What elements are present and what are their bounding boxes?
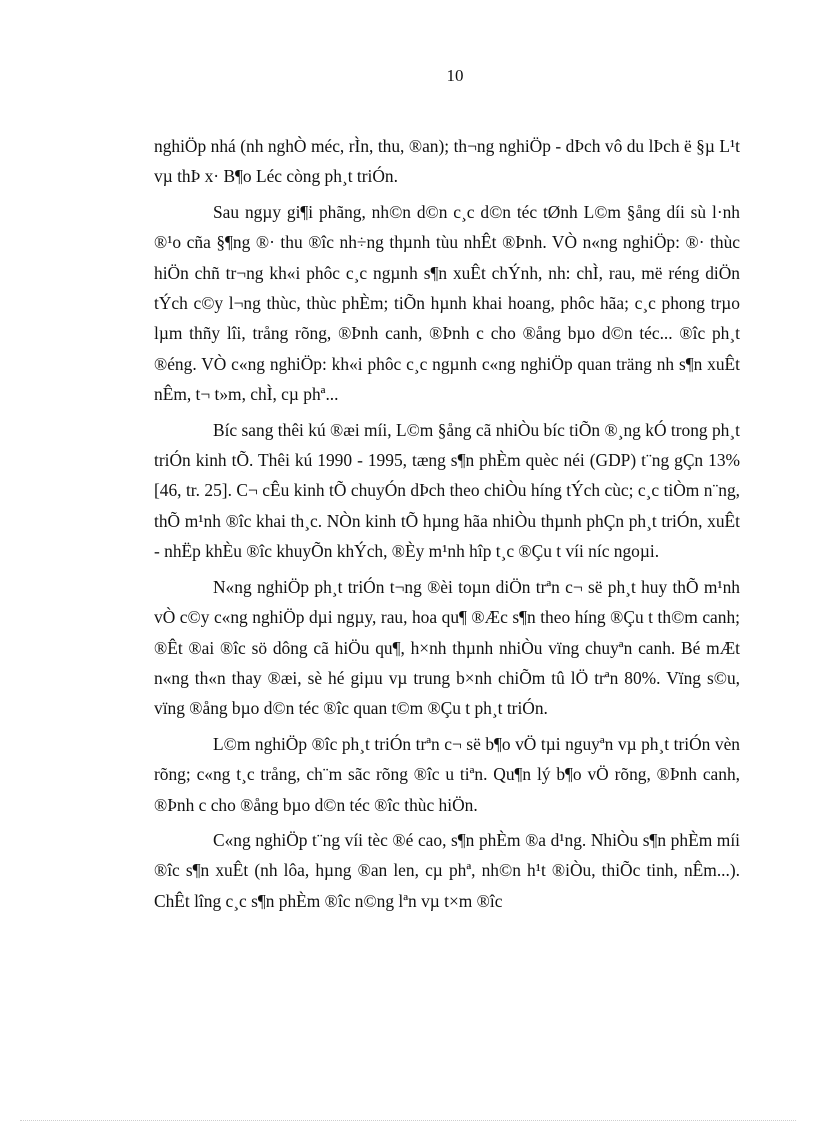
document-body xyxy=(154,131,740,921)
paragraph: L©m nghiÖp ®îc ph¸t triÓn trªn c¬ së b¶o vÖ tµi nguyªn vµ ph¸t triÓn vèn rõng; c«ng t¸c trång, ch¨m sãc rõng ®îc u tiªn. Qu¶n lý b¶o vÖ rõng, ®Þnh canh, ®Þnh c cho ®ång bµo d©n téc ®îc thùc hiÖn. xyxy=(154,733,740,815)
page-bottom-divider xyxy=(20,1120,796,1121)
page-number: 10 xyxy=(446,66,464,85)
paragraph: Bíc sang thêi kú ®æi míi, L©m §ång cã nhiÒu bíc tiÕn ®¸ng kÓ trong ph¸t triÓn kinh tÕ. Thêi kú 1990 - 1995, tæng s¶n phÈm quèc néi (GDP) t¨ng gÇn 13% [46, tr. 25]. C¬ cÊu kinh tÕ chuyÓn dÞch theo chiÒu híng tÝch cùc; c¸c tiÒm n¨ng, thÕ m¹nh ®îc khai th¸c. NÒn kinh tÕ hµng hãa nhiÒu thµnh phÇn ph¸t triÓn, xuÊt - nhËp khÈu ®îc khuyÕn khÝch, ®Èy m¹nh hîp t¸c ®Çu t víi níc ngoµi. xyxy=(154,419,740,562)
paragraph: C«ng nghiÖp t¨ng víi tèc ®é cao, s¶n phÈm ®a d¹ng. NhiÒu s¶n phÈm míi ®îc s¶n xuÊt (nh lôa, hµng ®an len, cµ phª, nh©n h¹t ®iÒu, thiÕc tinh, nÊm...). ChÊt lîng c¸c s¶n phÈm ®îc n©ng lªn vµ t×m ®îc xyxy=(154,829,740,911)
paragraph: Sau ngµy gi¶i phãng, nh©n d©n c¸c d©n téc tØnh L©m §ång díi sù l·nh ®¹o cña §¶ng ®· thu ®îc nh÷ng thµnh tùu nhÊt ®Þnh. VÒ n«ng nghiÖp: ®· thùc hiÖn chñ tr¬ng kh«i phôc c¸c ngµnh s¶n xuÊt chÝnh, nh: chÌ, rau, më réng diÖn tÝch c©y l¬ng thùc, thùc phÈm; tiÕn hµnh khai hoang, phôc hãa; c¸c phong trµo lµm thñy lîi, trång rõng, ®Þnh canh, ®Þnh c cho ®ång bµo d©n téc... ®îc ph¸t ®éng. VÒ c«ng nghiÖp: kh«i phôc c¸c ngµnh c«ng nghiÖp quan träng nh s¶n xuÊt nÊm, t¬ t»m, chÌ, cµ phª... xyxy=(154,201,740,405)
paragraph: N«ng nghiÖp ph¸t triÓn t¬ng ®èi toµn diÖn trªn c¬ së ph¸t huy thÕ m¹nh vÒ c©y c«ng nghiÖp dµi ngµy, rau, hoa qu¶ ®Æc s¶n theo híng ®Çu t th©m canh; ®Êt ®ai ®îc sö dông cã hiÖu qu¶, h×nh thµnh nhiÒu vïng chuyªn canh. Bé mÆt n«ng th«n thay ®æi, sè hé giµu vµ trung b×nh chiÕm tû lÖ trªn 80%. Vïng s©u, vïng ®ång bµo d©n téc ®îc quan t©m ®Çu t ph¸t triÓn. xyxy=(154,576,740,719)
paragraph: nghiÖp nhá (nh nghÒ méc, rÌn, thu, ®an); th¬ng nghiÖp - dÞch vô du lÞch ë §µ L¹t vµ thÞ x· B¶o Léc còng ph¸t triÓn. xyxy=(154,136,740,187)
